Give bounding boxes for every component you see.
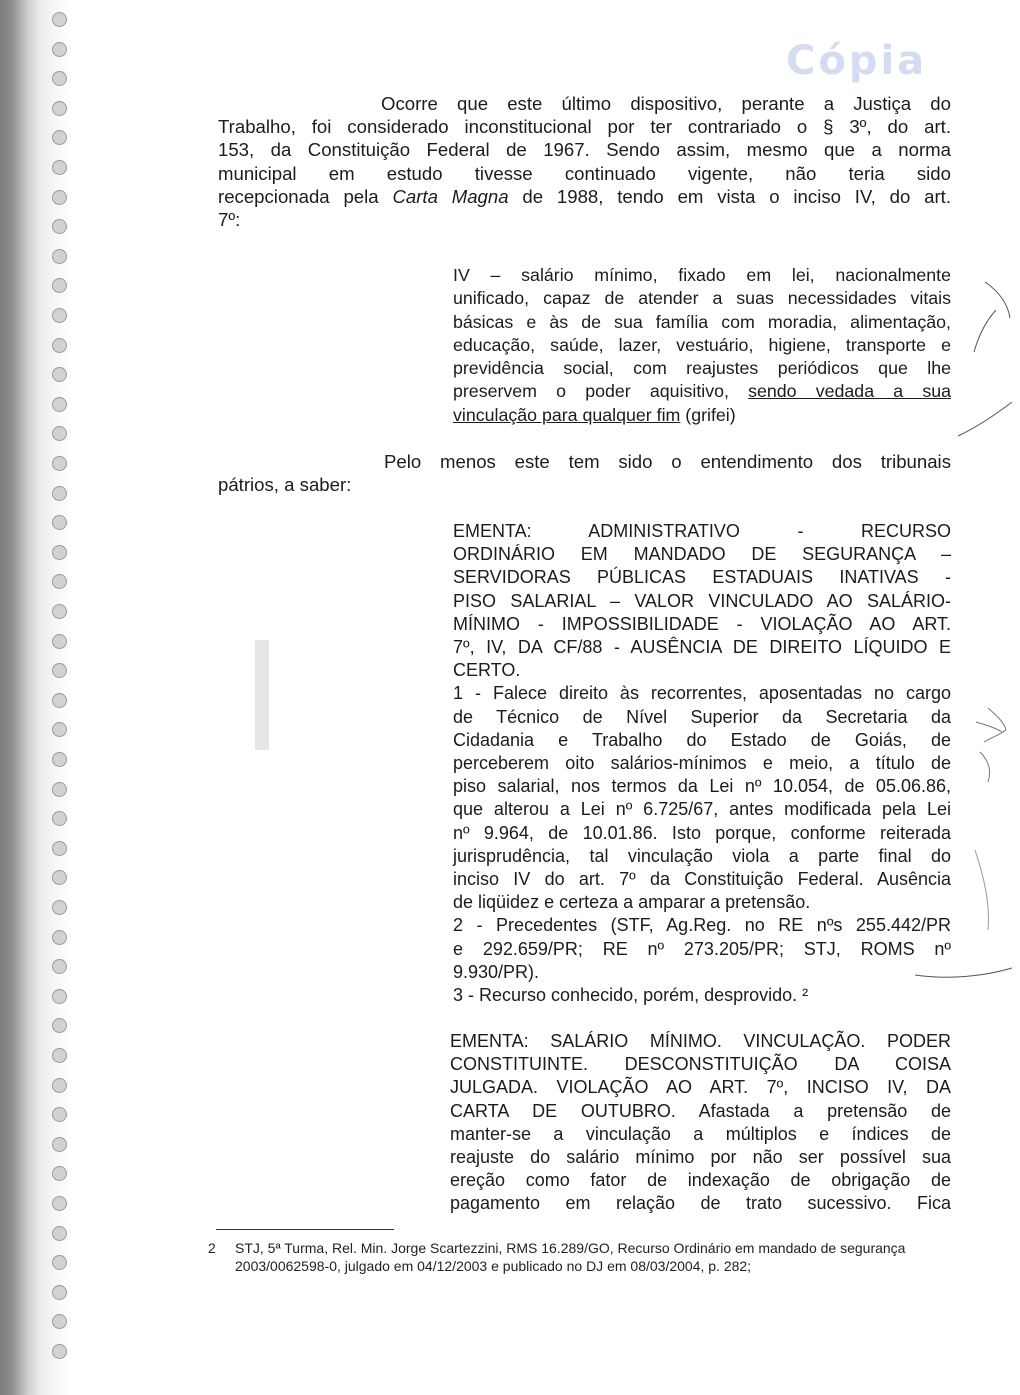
ementa-1-line: Cidadania e Trabalho do Estado de Goiás, de: [453, 729, 951, 750]
ementa-1-line: 2 - Precedentes (STF, Ag.Reg. no RE nºs 255.442/PR: [453, 915, 951, 936]
ementa-1-line: perceberem oito salários-mínimos e meio, a título de: [453, 753, 951, 774]
intro-line: 7º:: [218, 209, 241, 231]
quote-line: previdência social, com reajustes periódicos que lhe: [453, 358, 951, 379]
ementa-2-line: CONSTITUINTE. DESCONSTITUIÇÃO DA COISA: [450, 1054, 951, 1075]
intro-line: recepcionada pela Carta Magna de 1988, tendo em vista o inciso IV, do art.: [218, 185, 951, 207]
quote-line: vinculação para qualquer fim (grifei): [453, 404, 736, 425]
tribunals-line: Pelo menos este tem sido o entendimento dos tribunais: [384, 451, 951, 472]
ementa-1-line: 3 - Recurso conhecido, porém, desprovido. ²: [453, 985, 809, 1006]
ementa-2-line: reajuste do salário mínimo por não ser possível sua: [450, 1147, 951, 1168]
footnote-text: STJ, 5ª Turma, Rel. Min. Jorge Scartezzini, RMS 16.289/GO, Recurso Ordinário em mandado de segurança 2003/0062598-0, julgado em 04/12/2003 e publicado no DJ em 08/03/2004, p. 282;: [235, 1240, 906, 1274]
intro-line: Trabalho, foi considerado inconstitucional por ter contrariado o § 3º, do art.: [218, 116, 951, 138]
ementa-1-line: PISO SALARIAL – VALOR VINCULADO AO SALÁRIO-: [453, 590, 951, 611]
tribunals-line: pátrios, a saber:: [218, 474, 352, 496]
footnote-mark: 2: [208, 1240, 216, 1256]
ementa-1-line: EMENTA: ADMINISTRATIVO - RECURSO: [453, 521, 951, 541]
intro-line: municipal em estudo tivesse continuado vigente, não teria sido: [218, 162, 951, 184]
ementa-1-line: CERTO.: [453, 660, 521, 681]
ementa-2-line: manter-se a vinculação a múltiplos e índices de: [450, 1123, 951, 1144]
ementa-2-line: pagamento em relação de trato sucessivo. Fica: [450, 1193, 951, 1214]
ementa-1-line: SERVIDORAS PÚBLICAS ESTADUAIS INATIVAS -: [453, 567, 951, 588]
ementa-1-line: 9.930/PR).: [453, 961, 540, 982]
quote-line: unificado, capaz de atender a suas necessidades vitais: [453, 288, 951, 309]
ementa-1-line: MÍNIMO - IMPOSSIBILIDADE - VIOLAÇÃO AO ART.: [453, 613, 951, 634]
ementa-1-line: ORDINÁRIO EM MANDADO DE SEGURANÇA –: [453, 544, 951, 565]
ementa-1-line: e 292.659/PR; RE nº 273.205/PR; STJ, ROMS nº: [453, 938, 951, 959]
quote-line: IV – salário mínimo, fixado em lei, nacionalmente: [453, 265, 951, 285]
intro-line: Ocorre que este último dispositivo, perante a Justiça do: [381, 93, 951, 114]
ementa-1-line: de liqüidez e certeza a amparar a pretensão.: [453, 892, 811, 913]
copy-stamp: Cópia: [786, 38, 928, 84]
ementa-1-line: piso salarial, nos termos da Lei nº 10.054, de 05.06.86,: [453, 776, 951, 797]
ementa-2-line: JULGADA. VIOLAÇÃO AO ART. 7º, INCISO IV, DA: [450, 1077, 951, 1098]
ementa-1-line: que alterou a Lei nº 6.725/67, antes modificada pela Lei: [453, 799, 951, 820]
ementa-1-line: nº 9.964, de 10.01.86. Isto porque, conforme reiterada: [453, 822, 951, 843]
quote-line: preservem o poder aquisitivo, sendo vedada a sua: [453, 381, 951, 402]
ementa-2-line: EMENTA: SALÁRIO MÍNIMO. VINCULAÇÃO. PODER: [450, 1031, 951, 1051]
ementa-1-line: 1 - Falece direito às recorrentes, aposentadas no cargo: [453, 683, 951, 704]
ementa-1-line: 7º, IV, DA CF/88 - AUSÊNCIA DE DIREITO LÍQUIDO E: [453, 637, 951, 658]
quote-line: educação, saúde, lazer, vestuário, higiene, transporte e: [453, 334, 951, 355]
intro-line: 153, da Constituição Federal de 1967. Sendo assim, mesmo que a norma: [218, 139, 951, 161]
ementa-2-line: CARTA DE OUTUBRO. Afastada a pretensão de: [450, 1100, 951, 1121]
ementa-1-line: de Técnico de Nível Superior da Secretaria da: [453, 706, 951, 727]
ementa-2-line: ereção como fator de indexação de obrigação de: [450, 1170, 951, 1191]
ementa-1-line: jurisprudência, tal vinculação viola a parte final do: [453, 845, 951, 866]
ementa-1-line: inciso IV do art. 7º da Constituição Federal. Ausência: [453, 869, 951, 890]
quote-line: básicas e às de sua família com moradia, alimentação,: [453, 311, 951, 332]
